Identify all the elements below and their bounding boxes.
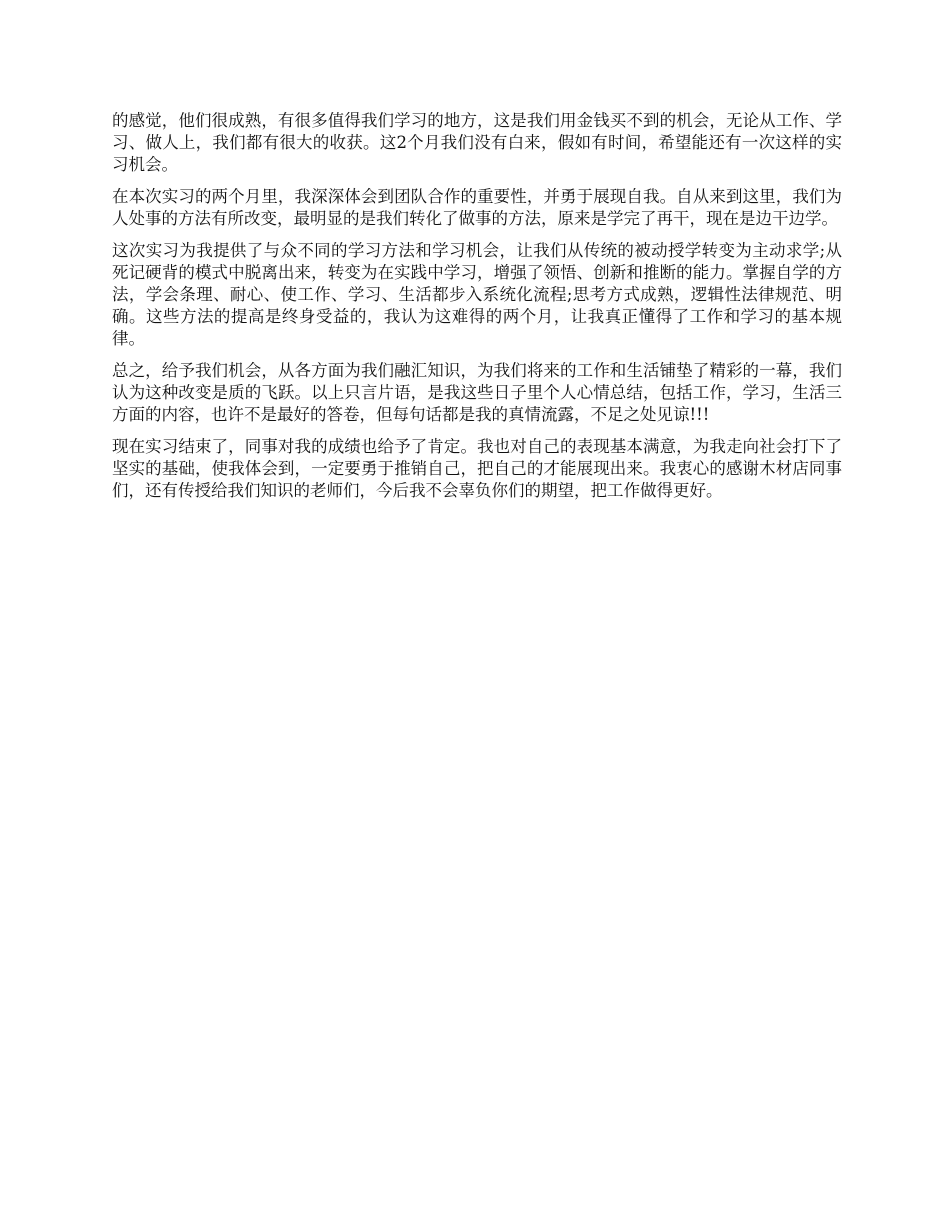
paragraph-5: 现在实习结束了，同事对我的成绩也给予了肯定。我也对自己的表现基本满意，为我走向社会打下了坚实的基础，使我体会到，一定要勇于推销自己，把自己的才能展现出来。我衷心的感谢木材店同事们，还有传授给我们知识的老师们，今后我不会辜负你们的期望，把工作做得更好。 <box>112 437 842 500</box>
paragraph-3: 这次实习为我提供了与众不同的学习方法和学习机会，让我们从传统的被动授学转变为主动求学;从死记硬背的模式中脱离出来，转变为在实践中学习，增强了领悟、创新和推断的能力。掌握自学的方法，学会条理、耐心、使工作、学习、生活都步入系统化流程;思考方式成熟，逻辑性法律规范、明确。这些方法的提高是终身受益的，我认为这难得的两个月，让我真正懂得了工作和学习的基本规律。 <box>112 241 842 348</box>
paragraph-2: 在本次实习的两个月里，我深深体会到团队合作的重要性，并勇于展现自我。自从来到这里，我们为人处事的方法有所改变，最明显的是我们转化了做事的方法，原来是学完了再干，现在是边干边学。 <box>112 187 842 228</box>
document-body <box>112 110 842 512</box>
paragraph-1: 的感觉，他们很成熟，有很多值得我们学习的地方，这是我们用金钱买不到的机会，无论从工作、学习、做人上，我们都有很大的收获。这2个月我们没有白来，假如有时间，希望能还有一次这样的实习机会。 <box>112 111 842 174</box>
paragraph-4: 总之，给予我们机会，从各方面为我们融汇知识，为我们将来的工作和生活铺垫了精彩的一幕，我们认为这种改变是质的飞跃。以上只言片语，是我这些日子里个人心情总结，包括工作，学习，生活三方面的内容，也许不是最好的答卷，但每句话都是我的真情流露，不足之处见谅!!! <box>112 361 842 424</box>
